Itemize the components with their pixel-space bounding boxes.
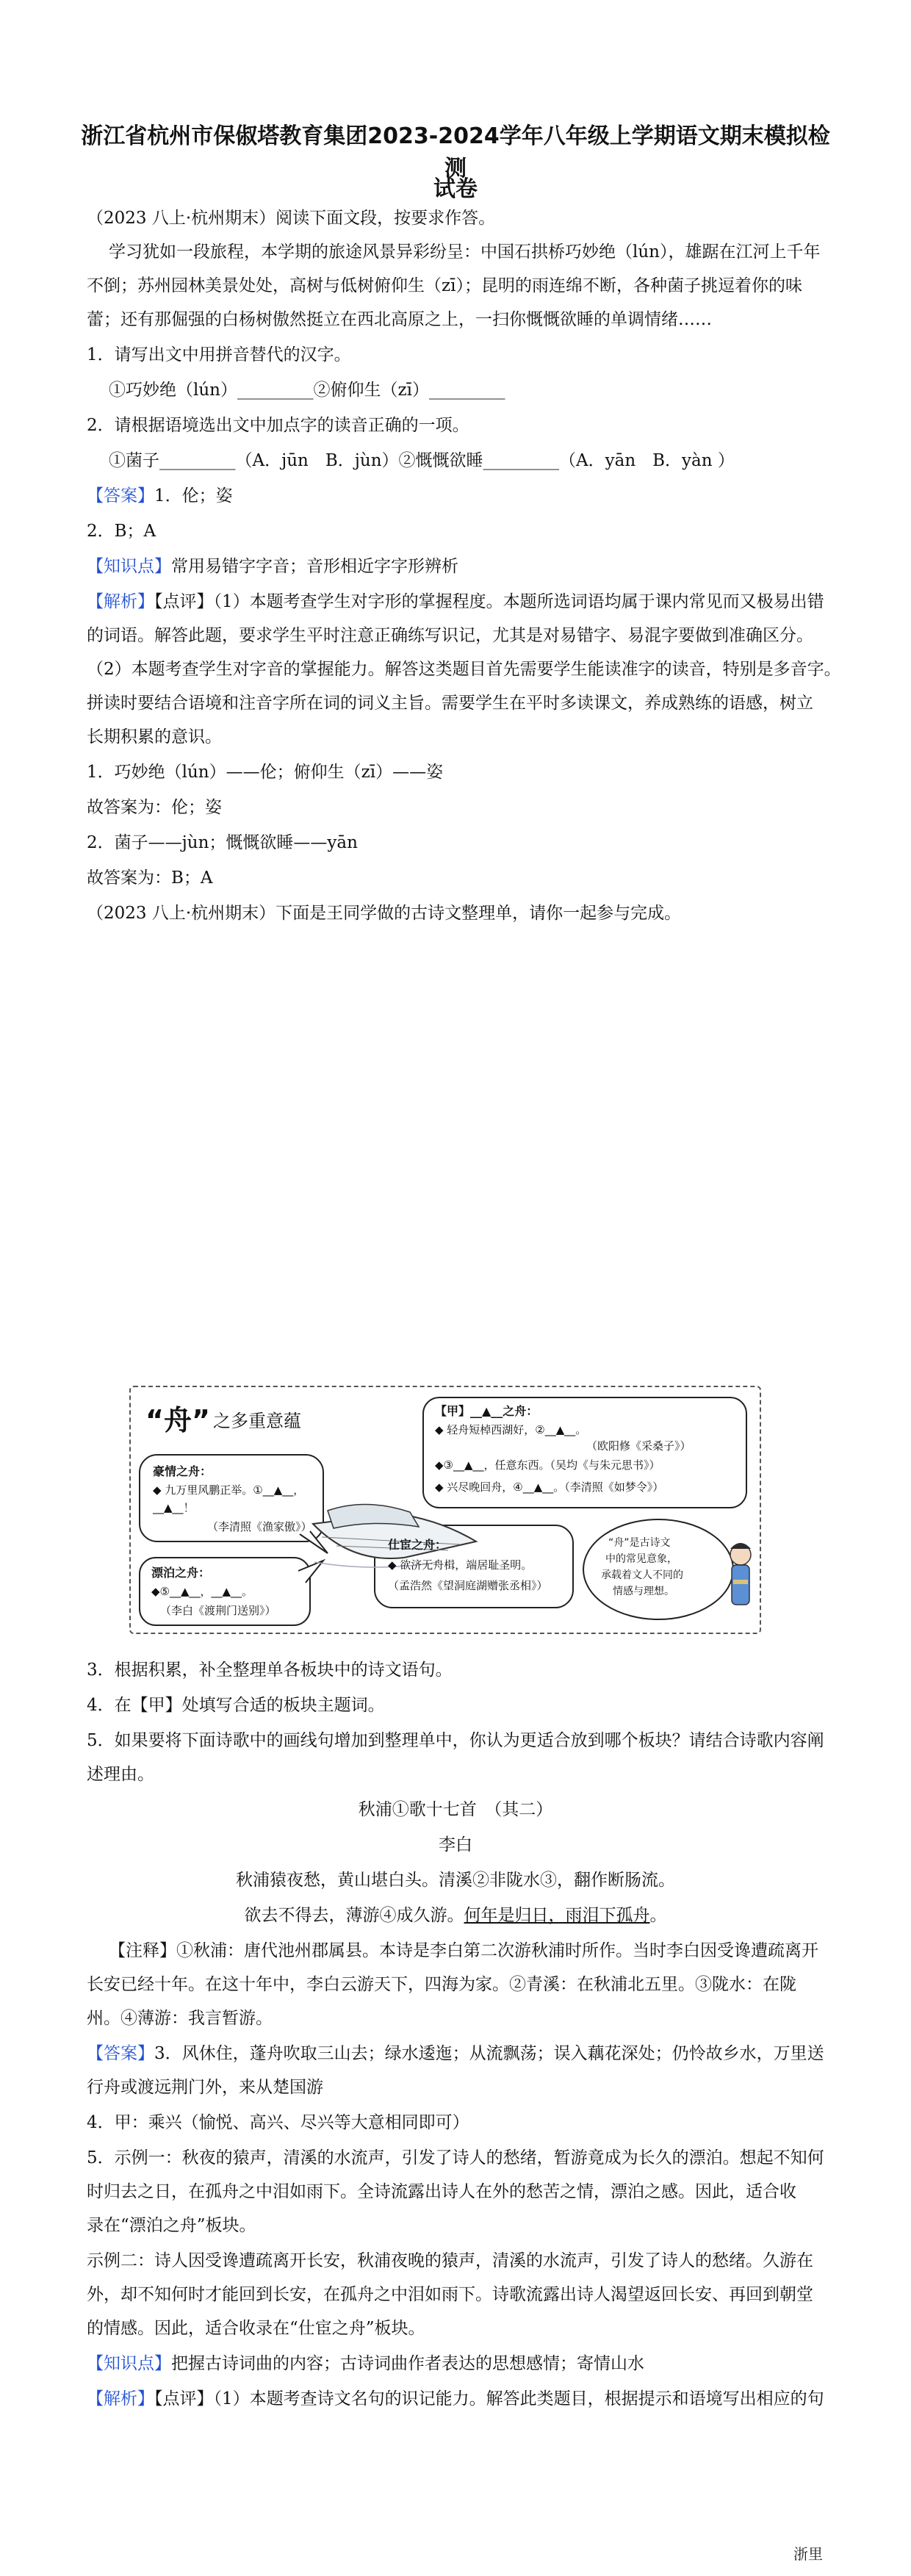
- note-line: 【注释】①秋浦：唐代池州郡属县。本诗是李白第二次游秋浦时所作。当时李白因受谗遭疏离开: [109, 1941, 818, 1960]
- question-intro: （2023 八上·杭州期末）阅读下面文段，按要求作答。: [87, 209, 496, 228]
- figure-title-sub: 之多重意蕴: [213, 1411, 301, 1431]
- note-line: 长安已经十年。在这十年中，李白云游天下，四海为家。②青溪：在秋浦北五里。③陇水：在陇: [87, 1975, 796, 1994]
- note-text: 中的常见意象，: [605, 1553, 677, 1565]
- scholar-figure: [730, 1543, 751, 1605]
- question-1-blanks: ①巧妙绝（lún）_________②俯仰生（zī）_________: [109, 381, 505, 400]
- haoqing-source: （李清照《渔家傲》）: [207, 1520, 312, 1533]
- question-5-cont: 述理由。: [87, 1765, 154, 1784]
- passage-line: 蕾；还有那倔强的白杨树傲然挺立在西北高原之上，一扫你慨慨欲睡的单调情绪……: [87, 310, 712, 329]
- poem-line: 秋浦猿夜愁，黄山堪白头。清溪②非陇水③，翻作断肠流。: [236, 1871, 675, 1890]
- analysis-line: 长期积累的意识。: [87, 727, 222, 746]
- answer-line: 录在“漂泊之舟”板块。: [87, 2216, 256, 2235]
- answer-line: 4．甲：乘兴（愉悦、高兴、尽兴等大意相同即可）: [87, 2113, 469, 2132]
- answer-line: 时归去之日，在孤舟之中泪如雨下。全诗流露出诗人在外的愁苦之情，漂泊之感。因此，适合收: [87, 2182, 796, 2201]
- knowledge-line: [87, 554, 829, 579]
- jia-line: ◆ 轻舟短棹西湖好，②__▲__。: [435, 1423, 587, 1436]
- shihuan-heading: 仕宦之舟：: [388, 1538, 447, 1552]
- question-1: 1．请写出文中用拼音替代的汉字。: [87, 345, 351, 364]
- document-title: 浙江省杭州市保俶塔教育集团2023-2024学年八年级上学期语文期末模拟检测: [81, 123, 830, 181]
- analysis-line: 2．菌子——jùn；慨慨欲睡——yān: [87, 833, 358, 852]
- poem-organizer-figure: [129, 1386, 761, 1634]
- answer-line: 行舟或渡远荆门外，来从楚国游: [87, 2078, 323, 2097]
- analysis-line: [87, 2386, 829, 2411]
- analysis-line: 1．巧妙绝（lún）——伦；俯仰生（zī）——姿: [87, 763, 444, 782]
- analysis-line: 拼读时要结合语境和注音字所在词的词义主旨。需要学生在平时多读课文，养成熟练的语感，树立: [87, 694, 813, 713]
- jia-line: ◆ 兴尽晚回舟，④__▲__。（李清照《如梦令》）: [435, 1481, 664, 1494]
- answer-text: 3．风休住，蓬舟吹取三山去；绿水逶迤；从流飘荡；误入藕花深处；仍怜故乡水，万里送: [154, 2044, 824, 2063]
- answer-line: 5．示例一：秋夜的猿声，清溪的水流声，引发了诗人的愁绪，暂游竟成为长久的漂泊。想起不知何: [87, 2148, 824, 2167]
- note-line: 州。④薄游：我言暂游。: [87, 2009, 273, 2028]
- analysis-line: [87, 589, 829, 614]
- answer-line: 的情感。因此，适合收录在“仕宦之舟”板块。: [87, 2319, 425, 2338]
- piaobo-line: ◆⑤__▲__，__▲__。: [151, 1585, 253, 1598]
- answer-line: [87, 483, 829, 508]
- question-4: 4．在【甲】处填写合适的板块主题词。: [87, 1696, 385, 1715]
- knowledge-line: [87, 2351, 829, 2376]
- answer-tag: 【答案】: [87, 486, 154, 506]
- answer-line: 示例二：诗人因受谗遭疏离开长安，秋浦夜晚的猿声，清溪的水流声，引发了诗人的愁绪。久游在: [87, 2251, 813, 2270]
- jia-source: （欧阳修《采桑子》）: [586, 1439, 691, 1453]
- poem-line: 欲去不得去，薄游④成久游。何年是归日，雨泪下孤舟。: [244, 1906, 667, 1925]
- piaobo-heading: 漂泊之舟：: [151, 1566, 211, 1580]
- answer-line: 2．B；A: [87, 522, 156, 541]
- analysis-tag: 【解析】: [87, 2389, 154, 2408]
- analysis-text: 【点评】（1）本题考查学生对字形的掌握程度。本题所选词语均属于课内常见而又极易出错: [154, 592, 824, 611]
- analysis-tag: 【解析】: [87, 592, 154, 611]
- note-text: 情感与理想。: [613, 1586, 674, 1597]
- analysis-line: （2）本题考查学生对字音的掌握能力。解答这类题目首先需要学生能读准字的读音，特别是多音字。: [87, 660, 841, 679]
- answer-line: [87, 2041, 829, 2066]
- note-text: “舟”是古诗文: [608, 1537, 671, 1549]
- page-footer: 浙里: [793, 2545, 823, 2563]
- question-intro: （2023 八上·杭州期末）下面是王同学做的古诗文整理单，请你一起参与完成。: [87, 904, 682, 923]
- piaobo-source: （李白《渡荆门送别》）: [160, 1604, 276, 1617]
- answer-text: 1．伦；姿: [154, 486, 233, 506]
- poem-title: 秋浦①歌十七首 （其二）: [358, 1800, 553, 1819]
- question-2: 2．请根据语境选出文中加点字的读音正确的一项。: [87, 416, 469, 435]
- knowledge-tag: 【知识点】: [87, 2354, 171, 2373]
- shihuan-line: ◆ 欲济无舟楫，端居耻圣明。: [388, 1558, 533, 1572]
- shihuan-source: （孟浩然《望洞庭湖赠张丞相》）: [388, 1579, 548, 1592]
- knowledge-tag: 【知识点】: [87, 557, 171, 576]
- answer-tag: 【答案】: [87, 2044, 154, 2063]
- haoqing-line: __▲__！: [153, 1501, 195, 1514]
- haoqing-heading: 豪情之舟：: [153, 1464, 212, 1478]
- knowledge-text: 常用易错字字音；音形相近字字形辨析: [171, 557, 458, 576]
- figure-title-main: “舟”: [145, 1404, 210, 1436]
- analysis-line: 故答案为：B；A: [87, 868, 213, 888]
- analysis-line: 故答案为：伦；姿: [87, 798, 222, 817]
- jia-line: ◆③__▲__，任意东西。（吴均《与朱元思书》）: [435, 1458, 660, 1472]
- answer-line: 外，却不知何时才能回到长安，在孤舟之中泪如雨下。诗歌流露出诗人渴望返回长安、再回到朝堂: [87, 2285, 813, 2304]
- question-5: 5．如果要将下面诗歌中的画线句增加到整理单中，你认为更适合放到哪个板块？请结合诗歌内容阐: [87, 1731, 824, 1750]
- question-2-options: ①菌子_________（A．jūn B．jùn）②慨慨欲睡_________（A．yān B．yàn ）: [109, 451, 735, 470]
- passage-line: 不倒；苏州园林美景处处，高树与低树俯仰生（zī）；昆明的雨连绵不断，各种菌子挑逗着你的味: [87, 276, 802, 295]
- analysis-line: 的词语。解答此题，要求学生平时注意正确练写识记，尤其是对易错字、易混字要做到准确区分。: [87, 626, 813, 645]
- poem-author: 李白: [439, 1835, 472, 1854]
- note-text: 承载着文人不同的: [601, 1569, 683, 1581]
- passage-line: 学习犹如一段旅程，本学期的旅途风景异彩纷呈：中国石拱桥巧妙绝（lún），雄踞在江河上千年: [109, 242, 821, 262]
- haoqing-line: ◆ 九万里风鹏正举。①__▲__，: [153, 1483, 305, 1497]
- question-3: 3．根据积累，补全整理单各板块中的诗文语句。: [87, 1661, 453, 1680]
- jia-heading: 【甲】__▲__之舟：: [435, 1404, 539, 1418]
- analysis-text: 【点评】（1）本题考查诗文名句的识记能力。解答此类题目，根据提示和语境写出相应的句: [154, 2389, 824, 2408]
- knowledge-text: 把握古诗词曲的内容；古诗词曲作者表达的思想感情；寄情山水: [171, 2354, 644, 2373]
- document-title-cont: 试卷: [433, 176, 478, 202]
- underlined-line: 何年是归日，雨泪下孤舟: [464, 1906, 650, 1925]
